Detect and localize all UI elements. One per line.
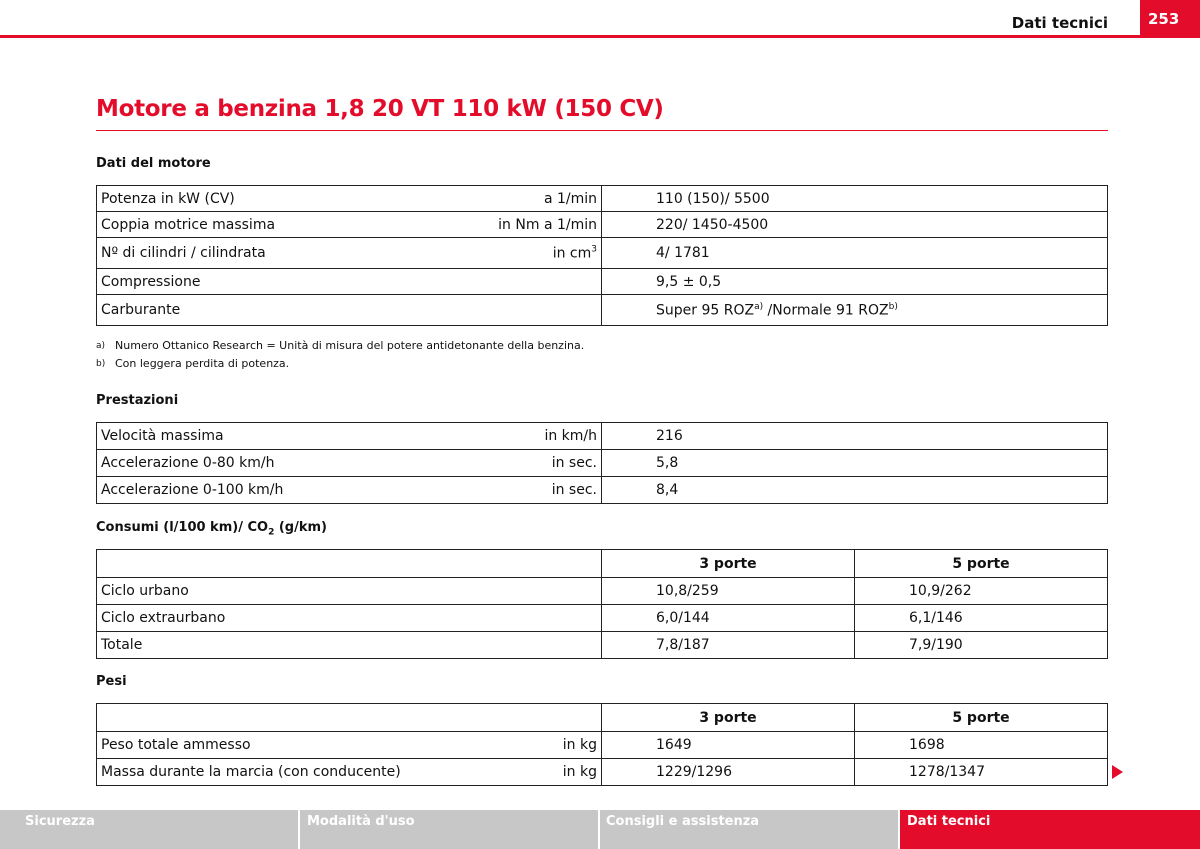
- row-unit: in sec.: [551, 455, 597, 471]
- row-label: Coppia motrice massima: [101, 216, 276, 233]
- engine-table: [96, 185, 1108, 326]
- column-header: 5 porte: [855, 550, 1108, 578]
- table-row: [97, 605, 1108, 632]
- nav-tab-consigli-assistenza[interactable]: Consigli e assistenza: [600, 810, 900, 849]
- table-row: [97, 186, 1108, 212]
- table-row: [97, 759, 1108, 786]
- footnote-ref-a: a): [754, 301, 764, 312]
- nav-tab-sicurezza[interactable]: Sicurezza: [0, 810, 300, 849]
- row-label: Potenza in kW (CV): [101, 190, 235, 207]
- row-label: Massa durante la marcia (con conducente): [101, 764, 401, 780]
- table-row: [97, 578, 1108, 605]
- table-row: [97, 238, 1108, 269]
- consumption-heading: Consumi (l/100 km)/ $CO_2$ (g/km): [96, 520, 327, 538]
- row-value-3p: 1649: [602, 732, 855, 759]
- next-page-arrow-icon[interactable]: [1112, 765, 1123, 779]
- row-unit: in Nm a 1/min: [498, 216, 597, 233]
- row-label: Compressione: [101, 273, 201, 290]
- column-header: 5 porte: [855, 704, 1108, 732]
- header-rule: [0, 35, 1140, 38]
- row-value-5p: 6,1/146: [855, 605, 1108, 632]
- table-row: [97, 295, 1108, 326]
- table-row: [97, 477, 1108, 504]
- row-value: 220/ 1450-4500: [602, 212, 1108, 238]
- consumption-table: [96, 549, 1108, 659]
- engine-heading: Dati del motore: [96, 156, 211, 171]
- footnotes: [96, 337, 584, 373]
- row-unit: in sec.: [551, 482, 597, 498]
- row-label: Accelerazione 0-80 km/h: [101, 455, 275, 471]
- performance-heading: Prestazioni: [96, 393, 179, 408]
- row-value: 110 (150)/ 5500: [602, 186, 1108, 212]
- table-row: [97, 450, 1108, 477]
- row-value-3p: 1229/1296: [602, 759, 855, 786]
- performance-table: [96, 422, 1108, 504]
- row-value: 5,8: [602, 450, 1108, 477]
- row-value: Super 95 ROZ$^{a)}$ /Normale 91 ROZ$^{b)}$: [602, 295, 1108, 326]
- page-number: 253: [1140, 0, 1200, 38]
- row-label: Velocità massima: [101, 428, 224, 444]
- title-rule: [96, 130, 1108, 131]
- row-unit: in km/h: [544, 428, 597, 444]
- row-value: 9,5 ± 0,5: [602, 269, 1108, 295]
- unit-superscript: 3: [591, 244, 597, 255]
- row-label: Accelerazione 0-100 km/h: [101, 482, 284, 498]
- row-value-3p: 10,8/259: [602, 578, 855, 605]
- table-header-row: [97, 704, 1108, 732]
- table-header-row: [97, 550, 1108, 578]
- row-label: Peso totale ammesso: [101, 737, 251, 753]
- row-label: Totale: [97, 632, 602, 659]
- page-header: [0, 0, 1200, 40]
- row-value: 216: [602, 423, 1108, 450]
- row-value-5p: 10,9/262: [855, 578, 1108, 605]
- row-value: 4/ 1781: [602, 238, 1108, 269]
- nav-tab-dati-tecnici[interactable]: Dati tecnici: [900, 810, 1200, 849]
- row-unit: in $cm^3$: [552, 244, 597, 262]
- weights-heading: Pesi: [96, 674, 127, 689]
- footnote: b) Con leggera perdita di potenza.: [96, 357, 290, 370]
- row-unit: a 1/min: [543, 190, 597, 207]
- weights-table: [96, 703, 1108, 786]
- column-header: 3 porte: [602, 550, 855, 578]
- footnote-ref-b: b): [888, 301, 898, 312]
- row-value-3p: 7,8/187: [602, 632, 855, 659]
- nav-tab-modalita-uso[interactable]: Modalità d'uso: [300, 810, 600, 849]
- page-title: Motore a benzina 1,8 20 VT 110 kW (150 CV): [96, 96, 664, 122]
- bottom-navigation: [0, 810, 1200, 849]
- row-label: Ciclo extraurbano: [97, 605, 602, 632]
- row-value-5p: 1698: [855, 732, 1108, 759]
- table-row: [97, 423, 1108, 450]
- row-unit: in kg: [562, 764, 597, 780]
- row-value-5p: 1278/1347: [855, 759, 1108, 786]
- row-value: 8,4: [602, 477, 1108, 504]
- row-label: Ciclo urbano: [97, 578, 602, 605]
- row-value-5p: 7,9/190: [855, 632, 1108, 659]
- table-row: [97, 632, 1108, 659]
- table-row: [97, 269, 1108, 295]
- table-row: [97, 212, 1108, 238]
- footnote: a) Numero Ottanico Research = Unità di misura del potere antidetonante della benzina.: [96, 339, 585, 352]
- row-value-3p: 6,0/144: [602, 605, 855, 632]
- section-title: Dati tecnici: [1011, 14, 1108, 32]
- row-label: Carburante: [101, 302, 181, 318]
- table-row: [97, 732, 1108, 759]
- column-header: 3 porte: [602, 704, 855, 732]
- row-unit: in kg: [562, 737, 597, 753]
- row-label: Nº di cilindri / cilindrata: [101, 245, 266, 261]
